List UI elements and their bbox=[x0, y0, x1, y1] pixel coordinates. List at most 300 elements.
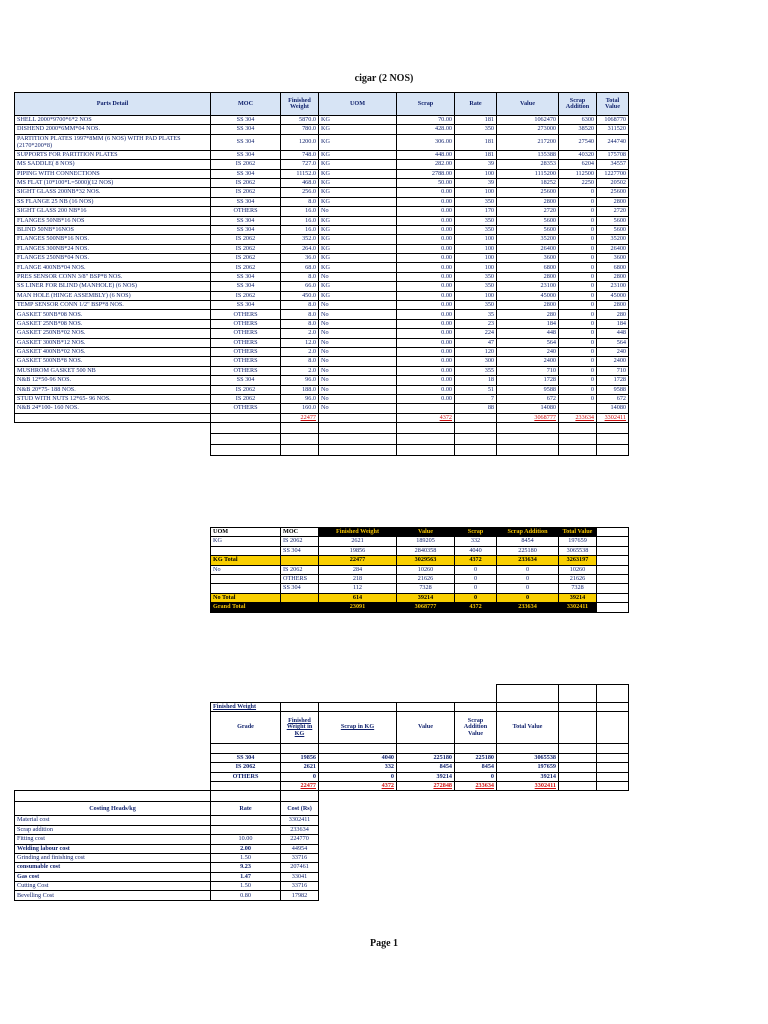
table-cell: 135388 bbox=[497, 150, 559, 159]
table-cell: 100 bbox=[455, 169, 497, 178]
table-cell: MUSHROM GASKET 500 NB bbox=[15, 366, 211, 375]
table-cell: No bbox=[319, 366, 397, 375]
table-cell: 8.0 bbox=[281, 272, 319, 281]
table-row bbox=[15, 197, 629, 206]
table-cell: 0.00 bbox=[397, 319, 455, 328]
table-cell bbox=[497, 703, 559, 712]
table-cell: N&B 20*75- 188 NOS. bbox=[15, 385, 211, 394]
table-cell bbox=[597, 565, 629, 574]
column-header: Total Value bbox=[497, 712, 559, 744]
column-header: Scrap bbox=[455, 528, 497, 537]
table-cell: SS 304 bbox=[211, 197, 281, 206]
table-cell: KG bbox=[319, 244, 397, 253]
table-cell: 2621 bbox=[319, 537, 397, 546]
table-cell: OTHERS bbox=[211, 207, 281, 216]
table-cell: KG bbox=[319, 254, 397, 263]
table-cell bbox=[15, 744, 211, 753]
table-cell bbox=[597, 703, 629, 712]
table-row bbox=[15, 385, 629, 394]
table-cell: OTHERS bbox=[211, 319, 281, 328]
table-cell: BLIND 50NB*16NOS bbox=[15, 225, 211, 234]
table-cell bbox=[497, 445, 559, 456]
table-cell: 282.00 bbox=[397, 160, 455, 169]
table-cell: 33041 bbox=[281, 872, 319, 881]
table-cell: IS 2062 bbox=[211, 244, 281, 253]
table-cell: 96.0 bbox=[281, 394, 319, 403]
costing-row bbox=[15, 872, 629, 881]
table-cell: 1115200 bbox=[497, 169, 559, 178]
total-cell: 39214 bbox=[397, 593, 455, 602]
table-cell: 28353 bbox=[497, 160, 559, 169]
table-row bbox=[15, 404, 629, 413]
table-row bbox=[15, 150, 629, 159]
table-cell: 710 bbox=[597, 366, 629, 375]
column-header: Rate bbox=[455, 93, 497, 116]
table-cell: STUD WITH NUTS 12*65- 96 NOS. bbox=[15, 394, 211, 403]
table-cell: 51 bbox=[455, 385, 497, 394]
table-cell: SS 304 bbox=[211, 134, 281, 150]
table-cell bbox=[455, 423, 497, 434]
table-cell: 0 bbox=[559, 301, 597, 310]
table-cell bbox=[211, 825, 281, 834]
table-cell: PIPING WITH CONNECTIONS bbox=[15, 169, 211, 178]
table-cell: SS 304 bbox=[211, 753, 281, 762]
table-cell: 5870.0 bbox=[281, 116, 319, 125]
table-cell bbox=[497, 423, 559, 434]
table-cell: 306.00 bbox=[397, 134, 455, 150]
table-cell bbox=[15, 445, 211, 456]
table-cell bbox=[211, 781, 281, 790]
total-cell: 22477 bbox=[319, 556, 397, 565]
table-cell: 0 bbox=[559, 197, 597, 206]
column-header: Parts Detail bbox=[15, 93, 211, 116]
table-cell: 0 bbox=[455, 565, 497, 574]
table-cell: 0.00 bbox=[397, 376, 455, 385]
table-cell: 0.00 bbox=[397, 254, 455, 263]
column-header: Scrap in KG bbox=[319, 712, 397, 744]
table-cell: 0 bbox=[559, 216, 597, 225]
summary-total-row bbox=[15, 781, 629, 790]
table-cell: 6204 bbox=[559, 160, 597, 169]
table-cell: GASKET 500NB*8 NOS. bbox=[15, 357, 211, 366]
table-cell: 2800 bbox=[497, 272, 559, 281]
table-cell: 8.0 bbox=[281, 357, 319, 366]
column-header: MOC bbox=[211, 93, 281, 116]
table-cell: No bbox=[319, 310, 397, 319]
table-row bbox=[15, 263, 629, 272]
table-cell: 2800 bbox=[497, 301, 559, 310]
table-cell: No bbox=[319, 338, 397, 347]
table-cell bbox=[559, 791, 597, 802]
table-cell: 23 bbox=[455, 319, 497, 328]
table-cell bbox=[559, 763, 597, 772]
table-cell bbox=[597, 781, 629, 790]
table-cell: 27540 bbox=[559, 134, 597, 150]
table-cell bbox=[15, 753, 211, 762]
table-cell: 16.0 bbox=[281, 216, 319, 225]
table-row bbox=[15, 338, 629, 347]
table-cell bbox=[597, 574, 629, 583]
table-cell: 21626 bbox=[397, 574, 455, 583]
table-cell: 0.00 bbox=[397, 329, 455, 338]
table-cell: 8454 bbox=[455, 763, 497, 772]
table-cell: 564 bbox=[597, 338, 629, 347]
table-cell: IS 2062 bbox=[211, 763, 281, 772]
table-cell: 26400 bbox=[597, 244, 629, 253]
table-cell: 33716 bbox=[281, 882, 319, 891]
table-cell: 23100 bbox=[497, 282, 559, 291]
table-cell: 1728 bbox=[497, 376, 559, 385]
table-cell bbox=[397, 434, 455, 445]
table-cell bbox=[559, 434, 597, 445]
total-cell: 23091 bbox=[319, 603, 397, 612]
table-cell: SS 304 bbox=[281, 546, 319, 555]
table-cell: Cutting Cost bbox=[15, 882, 211, 891]
table-cell: KG bbox=[319, 225, 397, 234]
table-cell: Welding labour cost bbox=[15, 844, 211, 853]
total-cell: Grand Total bbox=[211, 603, 281, 612]
table-cell: 0 bbox=[559, 282, 597, 291]
table-cell: 1062470 bbox=[497, 116, 559, 125]
table-cell bbox=[15, 434, 211, 445]
table-cell: IS 2062 bbox=[281, 565, 319, 574]
table-cell: No bbox=[319, 319, 397, 328]
table-cell: SS 304 bbox=[211, 150, 281, 159]
table-row bbox=[15, 282, 629, 291]
table-cell bbox=[597, 791, 629, 802]
table-cell: 284 bbox=[319, 565, 397, 574]
table-cell: SS 304 bbox=[281, 584, 319, 593]
table-cell bbox=[559, 404, 597, 413]
table-row bbox=[15, 125, 629, 134]
table-cell: No bbox=[319, 329, 397, 338]
table-cell: IS 2062 bbox=[211, 385, 281, 394]
table-cell: KG bbox=[319, 116, 397, 125]
table-cell: 224770 bbox=[281, 835, 319, 844]
table-cell: 0 bbox=[497, 565, 559, 574]
table-cell: 9.23 bbox=[211, 863, 281, 872]
table-cell bbox=[319, 791, 397, 802]
table-cell: 20502 bbox=[597, 178, 629, 187]
table-cell: IS 2062 bbox=[211, 254, 281, 263]
table-cell: 44954 bbox=[281, 844, 319, 853]
table-cell: 26400 bbox=[497, 244, 559, 253]
table-row bbox=[15, 225, 629, 234]
table-cell: 0.00 bbox=[397, 197, 455, 206]
table-cell: 2.0 bbox=[281, 329, 319, 338]
total-cell: 614 bbox=[319, 593, 397, 602]
table-cell: MS FLAT (10*100*L=5000)(12 NOS) bbox=[15, 178, 211, 187]
total-cell: 272848 bbox=[397, 781, 455, 790]
table-cell bbox=[559, 781, 597, 790]
table-cell bbox=[559, 772, 597, 781]
table-cell: 0 bbox=[559, 272, 597, 281]
table-cell: IS 2062 bbox=[211, 263, 281, 272]
table-cell: 2.0 bbox=[281, 347, 319, 356]
table-cell: 780.0 bbox=[281, 125, 319, 134]
total-cell: 233634 bbox=[455, 781, 497, 790]
table-cell: 33716 bbox=[281, 853, 319, 862]
empty-row bbox=[15, 685, 629, 703]
column-header: Scrap Addition bbox=[559, 93, 597, 116]
column-header: Scrap bbox=[397, 93, 455, 116]
column-header: Finished Weight bbox=[319, 528, 397, 537]
table-cell: 1.50 bbox=[211, 882, 281, 891]
table-cell: 88 bbox=[455, 404, 497, 413]
table-cell: 70.00 bbox=[397, 116, 455, 125]
table-cell: 350 bbox=[455, 272, 497, 281]
table-cell: 35 bbox=[455, 310, 497, 319]
table-cell: 0.00 bbox=[397, 216, 455, 225]
table-row bbox=[15, 310, 629, 319]
table-cell: KG bbox=[319, 169, 397, 178]
table-cell: PARTITION PLATES 1997*8MM (6 NOS) WITH PAD PLATES (2170*200*8) bbox=[15, 134, 211, 150]
table-cell: SS 304 bbox=[211, 169, 281, 178]
table-cell: IS 2062 bbox=[211, 235, 281, 244]
table-cell: OTHERS bbox=[211, 404, 281, 413]
table-cell: 5600 bbox=[497, 216, 559, 225]
costing-row bbox=[15, 863, 629, 872]
table-cell: 0 bbox=[559, 338, 597, 347]
table-cell: No bbox=[319, 376, 397, 385]
table-cell: 25600 bbox=[597, 188, 629, 197]
table-cell: 3302411 bbox=[281, 816, 319, 825]
table-cell: No bbox=[211, 565, 281, 574]
table-cell: 35200 bbox=[597, 235, 629, 244]
table-cell: OTHERS bbox=[211, 357, 281, 366]
table-cell: 0 bbox=[559, 291, 597, 300]
table-cell: 0.00 bbox=[397, 301, 455, 310]
table-cell: 1.47 bbox=[211, 872, 281, 881]
table-cell: 16.0 bbox=[281, 225, 319, 234]
summary-label-row bbox=[15, 703, 629, 712]
table-cell: 10.00 bbox=[211, 835, 281, 844]
table-cell: 240 bbox=[597, 347, 629, 356]
table-cell: IS 2062 bbox=[211, 291, 281, 300]
table-cell: 300 bbox=[455, 357, 497, 366]
table-cell: 4040 bbox=[319, 753, 397, 762]
table-cell: 1.50 bbox=[211, 853, 281, 862]
table-cell: 5600 bbox=[597, 216, 629, 225]
table-cell: 207461 bbox=[281, 863, 319, 872]
total-cell: 22477 bbox=[281, 781, 319, 790]
table-cell bbox=[319, 413, 397, 422]
table-cell: 47 bbox=[455, 338, 497, 347]
table-cell: 184 bbox=[597, 319, 629, 328]
table-cell bbox=[597, 753, 629, 762]
table-cell bbox=[597, 584, 629, 593]
table-cell: 36.0 bbox=[281, 254, 319, 263]
table-cell bbox=[281, 703, 319, 712]
table-cell: Gas cost bbox=[15, 872, 211, 881]
total-cell: 0 bbox=[497, 593, 559, 602]
table-cell: 6800 bbox=[597, 263, 629, 272]
table-cell: 7328 bbox=[397, 584, 455, 593]
table-cell bbox=[15, 685, 211, 703]
table-cell: 217200 bbox=[497, 134, 559, 150]
table-cell: OTHERS bbox=[281, 574, 319, 583]
table-cell: 350 bbox=[455, 216, 497, 225]
table-cell bbox=[597, 537, 629, 546]
table-cell: 0.00 bbox=[397, 338, 455, 347]
costing-row bbox=[15, 891, 629, 900]
table-cell: 355 bbox=[455, 366, 497, 375]
table-cell: 8.0 bbox=[281, 197, 319, 206]
table-cell: FLANGE 400NB*04 NOS. bbox=[15, 263, 211, 272]
table-cell: 0 bbox=[455, 772, 497, 781]
table-cell bbox=[211, 434, 281, 445]
table-cell bbox=[319, 423, 397, 434]
table-cell: FLANGES 300NB*24 NOS. bbox=[15, 244, 211, 253]
empty-row bbox=[15, 791, 629, 802]
table-cell: 0.00 bbox=[397, 188, 455, 197]
total-cell: 39214 bbox=[559, 593, 597, 602]
table-cell: 2800 bbox=[597, 197, 629, 206]
table-cell bbox=[497, 685, 559, 703]
table-row bbox=[15, 376, 629, 385]
table-cell: 672 bbox=[497, 394, 559, 403]
column-header: UOM bbox=[319, 93, 397, 116]
table-cell bbox=[455, 434, 497, 445]
table-cell bbox=[559, 685, 597, 703]
table-cell bbox=[559, 703, 597, 712]
table-cell bbox=[455, 445, 497, 456]
table-cell bbox=[597, 423, 629, 434]
table-cell: 35200 bbox=[497, 235, 559, 244]
summary-row bbox=[15, 772, 629, 781]
table-cell: 120 bbox=[455, 347, 497, 356]
column-header: Finished Weight bbox=[281, 93, 319, 116]
table-cell bbox=[397, 703, 455, 712]
column-header: Costing Heads/kg bbox=[15, 802, 211, 816]
table-cell: IS 2062 bbox=[281, 537, 319, 546]
empty-row bbox=[15, 445, 629, 456]
table-cell: 40320 bbox=[559, 150, 597, 159]
table-cell: 18 bbox=[455, 376, 497, 385]
table-row bbox=[15, 329, 629, 338]
column-header: Grade bbox=[211, 712, 281, 744]
table-cell: 100 bbox=[455, 254, 497, 263]
table-cell: 50.00 bbox=[397, 178, 455, 187]
table-cell: SS 304 bbox=[211, 116, 281, 125]
table-cell: IS 2062 bbox=[211, 188, 281, 197]
no-total-row bbox=[211, 593, 629, 602]
table-row bbox=[15, 160, 629, 169]
table-row bbox=[15, 134, 629, 150]
column-header: Total Value bbox=[559, 528, 597, 537]
table-cell: KG bbox=[319, 197, 397, 206]
table-cell bbox=[211, 445, 281, 456]
table-cell: 1068770 bbox=[597, 116, 629, 125]
table-cell: 0.00 bbox=[397, 291, 455, 300]
table-cell bbox=[455, 791, 497, 802]
table-cell: 0 bbox=[559, 263, 597, 272]
table-cell: 311520 bbox=[597, 125, 629, 134]
table-cell: 0 bbox=[559, 207, 597, 216]
table-cell: 2.00 bbox=[211, 844, 281, 853]
total-cell: 4372 bbox=[397, 413, 455, 422]
table-cell: 11152.0 bbox=[281, 169, 319, 178]
table-cell: 2720 bbox=[597, 207, 629, 216]
table-cell bbox=[211, 584, 281, 593]
table-cell: Scrap addition bbox=[15, 825, 211, 834]
table-cell: 0 bbox=[559, 366, 597, 375]
table-cell bbox=[455, 685, 497, 703]
total-cell: 233634 bbox=[497, 556, 559, 565]
table-cell: KG bbox=[319, 188, 397, 197]
table-cell: 0 bbox=[455, 584, 497, 593]
table-cell: 0 bbox=[559, 385, 597, 394]
table-row bbox=[15, 366, 629, 375]
table-cell: N&B 12*50-96 NOS. bbox=[15, 376, 211, 385]
table-cell: 0 bbox=[559, 357, 597, 366]
column-header: Value bbox=[497, 93, 559, 116]
table-cell: 39 bbox=[455, 160, 497, 169]
summary-row bbox=[15, 763, 629, 772]
table-cell bbox=[319, 685, 397, 703]
table-cell bbox=[15, 423, 211, 434]
table-row bbox=[15, 116, 629, 125]
table-cell: 100 bbox=[455, 244, 497, 253]
table-cell: 448 bbox=[597, 329, 629, 338]
table-cell bbox=[319, 434, 397, 445]
table-cell: 1227700 bbox=[597, 169, 629, 178]
pivot-row bbox=[211, 574, 629, 583]
table-cell: 0 bbox=[559, 188, 597, 197]
table-cell: 100 bbox=[455, 263, 497, 272]
table-cell: 38520 bbox=[559, 125, 597, 134]
table-cell: 332 bbox=[455, 537, 497, 546]
table-cell: 448.00 bbox=[397, 150, 455, 159]
column-header: Cost (Rs) bbox=[281, 802, 319, 816]
table-cell bbox=[211, 413, 281, 422]
page-title: cigar (2 NOS) bbox=[354, 73, 414, 84]
table-cell bbox=[397, 744, 455, 753]
table-cell: 1728 bbox=[597, 376, 629, 385]
table-cell: PRES SENSOR CONN 3/8" BSP*8 NOS. bbox=[15, 272, 211, 281]
table-cell: OTHERS bbox=[211, 347, 281, 356]
total-cell: 3302411 bbox=[559, 603, 597, 612]
table-cell: 0 bbox=[559, 347, 597, 356]
table-cell: 0 bbox=[559, 376, 597, 385]
table-cell: 468.0 bbox=[281, 178, 319, 187]
table-cell: MS SADDLE( 8 NOS) bbox=[15, 160, 211, 169]
costing-row bbox=[15, 835, 629, 844]
table-cell: 39214 bbox=[397, 772, 455, 781]
table-cell: KG bbox=[319, 160, 397, 169]
table-cell: 100 bbox=[455, 188, 497, 197]
table-cell: 189205 bbox=[397, 537, 455, 546]
table-cell: 264.0 bbox=[281, 244, 319, 253]
table-cell: 2621 bbox=[281, 763, 319, 772]
table-cell: 0.00 bbox=[397, 357, 455, 366]
table-cell: GASKET 250NB*02 NOS. bbox=[15, 329, 211, 338]
table-cell: 332 bbox=[319, 763, 397, 772]
total-cell: 233634 bbox=[497, 603, 559, 612]
table-cell: 0 bbox=[497, 584, 559, 593]
table-cell bbox=[597, 556, 629, 565]
table-cell: 19856 bbox=[319, 546, 397, 555]
table-cell: 39214 bbox=[497, 772, 559, 781]
table-cell: 0 bbox=[455, 574, 497, 583]
table-cell bbox=[15, 712, 211, 744]
table-cell: 9588 bbox=[497, 385, 559, 394]
summary-label: Finished Weight bbox=[211, 703, 281, 712]
table-cell: No bbox=[319, 385, 397, 394]
table-cell bbox=[397, 404, 455, 413]
page-number: Page 1 bbox=[369, 938, 399, 949]
table-cell bbox=[597, 434, 629, 445]
